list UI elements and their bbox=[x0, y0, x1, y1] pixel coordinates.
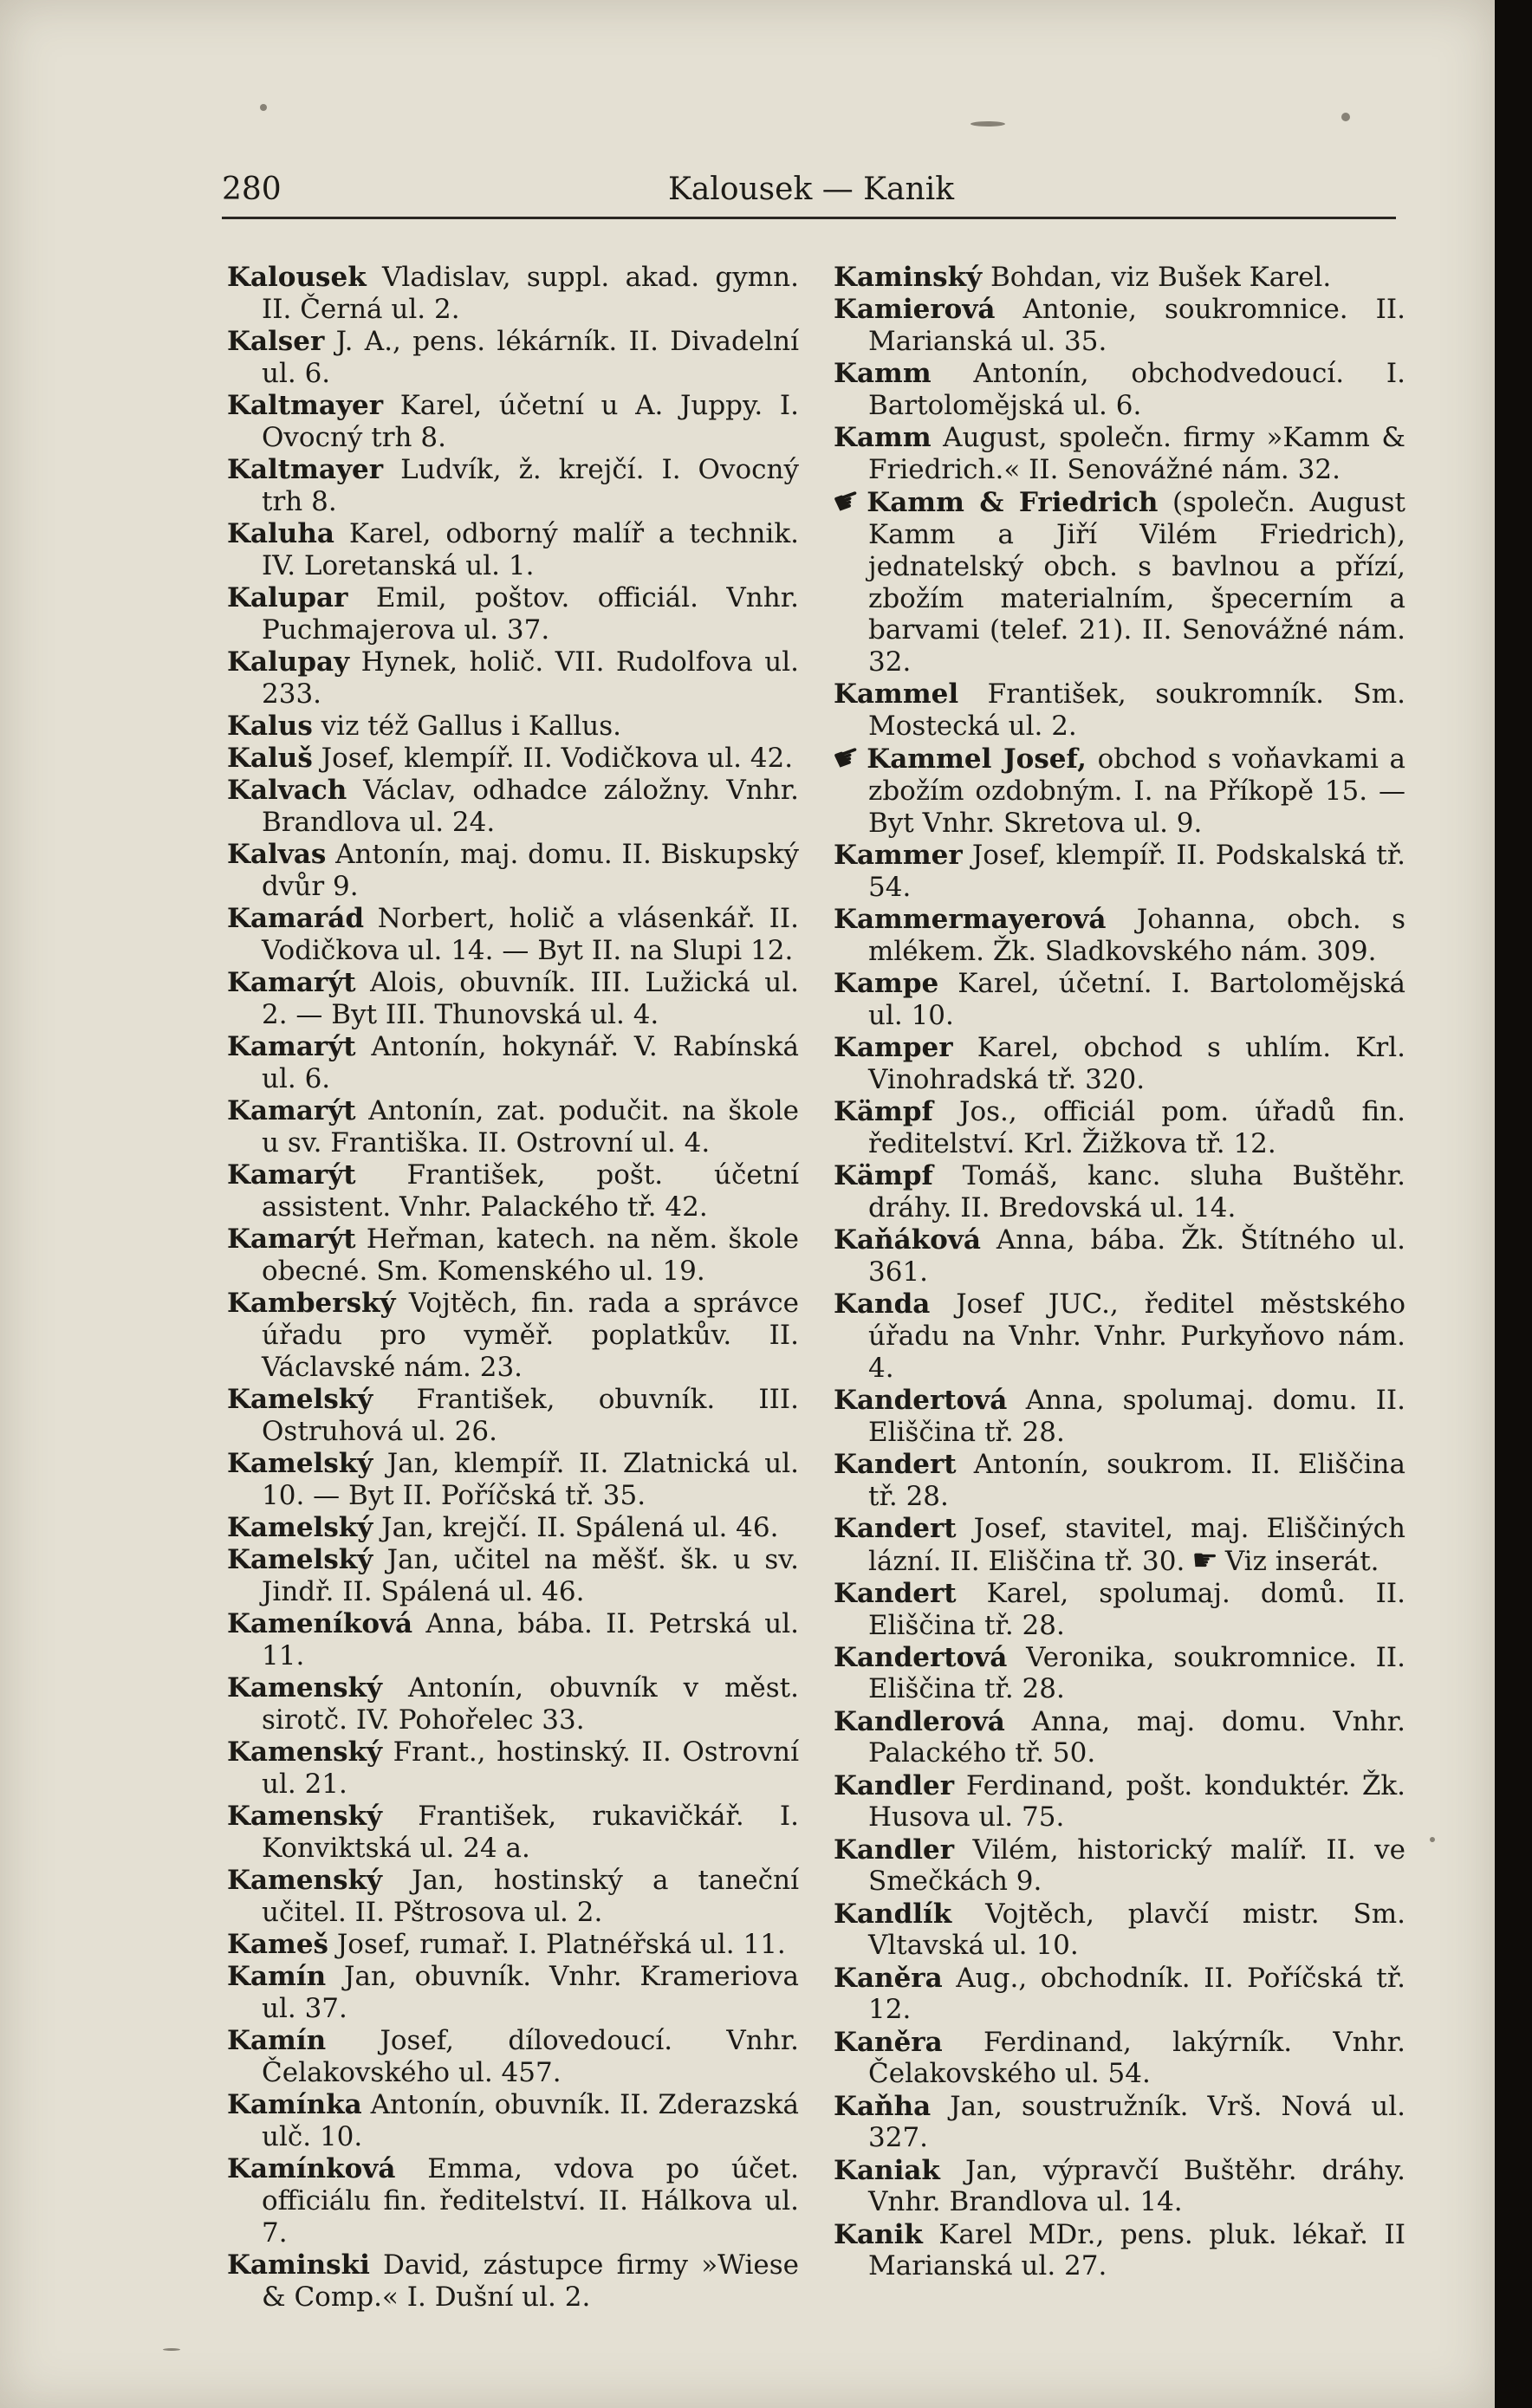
entry-name: Kamínková bbox=[227, 2153, 396, 2185]
entry-details: Karel, obchod s uhlím. Krl. Vinohradská tř. 320. bbox=[868, 1032, 1405, 1095]
entry-details: Karel, účetní u A. Juppy. I. Ovocný trh 8. bbox=[262, 389, 799, 453]
entry-details: Antonín, zat. podučit. na škole u sv. Františka. II. Ostrovní ul. 4. bbox=[262, 1095, 799, 1159]
entry-details: František, obuvník. III. Ostruhová ul. 26. bbox=[262, 1383, 799, 1447]
directory-entry bbox=[227, 1384, 799, 1448]
entry-details: Anna, bába. Žk. Štítného ul. 361. bbox=[868, 1223, 1405, 1288]
entry-name: Kamm & Friedrich bbox=[867, 487, 1159, 519]
entry-name: Kaltmayer bbox=[227, 389, 384, 421]
directory-entry bbox=[834, 294, 1405, 358]
entry-details: Vojtěch, fin. rada a správce úřadu pro vyměř. poplatkův. II. Václavské nám. 23. bbox=[262, 1288, 799, 1383]
entry-name: Kamberský bbox=[227, 1288, 396, 1320]
entry-name: Kandertová bbox=[834, 1641, 1008, 1673]
entry-details: Anna, bába. II. Petrská ul. 11. bbox=[262, 1608, 799, 1671]
entry-name: Kamelský bbox=[227, 1383, 373, 1415]
directory-entry bbox=[834, 1385, 1405, 1449]
entry-details: Alois, obuvník. III. Lužická ul. 2. — Byt III. Thunovská ul. 4. bbox=[262, 967, 799, 1031]
entry-details: Aug., obchodník. II. Poříčská tř. 12. bbox=[868, 1962, 1405, 2026]
directory-entry bbox=[227, 1608, 799, 1672]
entry-name: Kalvach bbox=[227, 775, 347, 807]
directory-entry bbox=[828, 737, 1405, 839]
entry-details: Josef, rumař. I. Platnéřská ul. 11. bbox=[328, 1928, 786, 1960]
entry-details: Bohdan, viz Bušek Karel. bbox=[982, 262, 1332, 293]
entry-details: Heřman, katech. na něm. škole obecné. Sm. Komenského ul. 19. bbox=[262, 1223, 799, 1287]
entry-details: Ludvík, ž. krejčí. I. Ovocný trh 8. bbox=[262, 453, 799, 517]
entry-name: Kalousek bbox=[227, 262, 367, 293]
entry-details: Anna, maj. domu. Vnhr. Palackého tř. 50. bbox=[868, 1705, 1405, 1769]
directory-entry bbox=[227, 1223, 799, 1288]
right-column bbox=[828, 262, 1405, 2283]
directory-entry bbox=[227, 1961, 799, 2025]
directory-entry bbox=[834, 1449, 1405, 1513]
entry-name: Kaltmayer bbox=[227, 453, 384, 485]
entry-details: Jan, klempíř. II. Zlatnická ul. 10. — Byt II. Poříčská tř. 35. bbox=[262, 1447, 799, 1511]
print-speck bbox=[163, 2348, 180, 2351]
entry-name: Kaněra bbox=[834, 1962, 943, 1994]
entry-name: Kandler bbox=[834, 1834, 955, 1866]
entry-details: Veronika, soukromnice. II. Eliščina tř. 28. bbox=[868, 1641, 1405, 1705]
entry-name: Kammermayerová bbox=[834, 904, 1107, 936]
directory-entry bbox=[834, 1224, 1405, 1288]
entry-name: Kaluha bbox=[227, 517, 334, 549]
entry-name: Kandlík bbox=[834, 1898, 952, 1930]
entry-details: Anna, spolumaj. domu. II. Eliščina tř. 28. bbox=[868, 1384, 1405, 1448]
page-header bbox=[222, 172, 1400, 215]
entry-name: Kamín bbox=[227, 1961, 327, 1993]
directory-entry bbox=[227, 711, 799, 743]
entry-details: František, pošt. účetní assistent. Vnhr. Palackého tř. 42. bbox=[262, 1159, 799, 1223]
entry-details: Ferdinand, lakýrník. Vnhr. Čelakovského ul. 54. bbox=[868, 2026, 1405, 2090]
entry-name: Kämpf bbox=[834, 1160, 933, 1191]
directory-entry bbox=[227, 839, 799, 903]
entry-name: Kanda bbox=[834, 1288, 931, 1320]
entry-name: Kamenský bbox=[227, 1801, 383, 1833]
directory-entry bbox=[227, 1801, 799, 1865]
directory-entry bbox=[227, 1288, 799, 1383]
directory-entry bbox=[834, 422, 1405, 486]
entry-name: Kamarýt bbox=[227, 1095, 356, 1127]
entry-details: Antonín, maj. domu. II. Biskupský dvůr 9. bbox=[262, 839, 799, 903]
directory-entry bbox=[227, 2089, 799, 2153]
entry-details: David, zástupce firmy »Wiese & Comp.« I. Dušní ul. 2. bbox=[262, 2249, 799, 2313]
directory-entry bbox=[834, 1834, 1405, 1898]
entry-name: Kamarýt bbox=[227, 1031, 356, 1063]
entry-name: Kaniak bbox=[834, 2154, 940, 2186]
entry-name: Kandlerová bbox=[834, 1705, 1005, 1737]
entry-details: Karel, účetní. I. Bartolomějská ul. 10. bbox=[868, 968, 1405, 1031]
directory-entry bbox=[227, 1512, 799, 1544]
directory-entry bbox=[227, 743, 799, 775]
directory-entry bbox=[834, 262, 1405, 294]
entry-name: Kamelský bbox=[227, 1544, 373, 1576]
directory-entry bbox=[227, 775, 799, 839]
entry-details: Josef, stavitel, maj. Eliščiných lázní. II. Eliščina tř. 30. bbox=[868, 1512, 1405, 1577]
entry-details: obchod s voňavkami a zbožím ozdobným. I. na Příkopě 15. — Byt Vnhr. Skretova ul. 9. bbox=[868, 743, 1405, 839]
entry-name: Kaminský bbox=[834, 262, 983, 293]
entry-name: Kandert bbox=[834, 1577, 957, 1609]
entry-details: Karel, odborný malíř a technik. IV. Loretanská ul. 1. bbox=[262, 517, 799, 581]
directory-entry bbox=[834, 904, 1405, 968]
entry-name: Kämpf bbox=[834, 1096, 933, 1128]
entry-name: Kamelský bbox=[227, 1511, 373, 1543]
entry-name: Kamierová bbox=[834, 294, 996, 326]
directory-entry bbox=[834, 968, 1405, 1032]
entry-details: Hynek, holič. VII. Rudolfova ul. 233. bbox=[262, 646, 799, 710]
entry-details: Antonín, hokynář. V. Rabínská ul. 6. bbox=[262, 1031, 799, 1094]
entry-details: Antonie, soukromnice. II. Marianská ul. 35. bbox=[868, 294, 1405, 357]
entry-details: Vladislav, suppl. akad. gymn. II. Černá ul. 2. bbox=[262, 262, 799, 325]
entry-name: Kamelský bbox=[227, 1447, 373, 1479]
entry-name: Kalvas bbox=[227, 839, 327, 871]
entry-reference: Viz inserát. bbox=[1224, 1545, 1379, 1577]
entry-name: Kalus bbox=[227, 710, 313, 742]
entry-name: Kameš bbox=[227, 1928, 329, 1960]
entry-name: Kaňha bbox=[834, 2090, 932, 2122]
entry-details: Tomáš, kanc. sluha Buštěhr. dráhy. II. Bredovská ul. 14. bbox=[868, 1160, 1405, 1223]
entry-details: Antonín, obuvník v měst. sirotč. IV. Pohořelec 33. bbox=[262, 1672, 799, 1736]
directory-entry bbox=[227, 1865, 799, 1929]
print-speck bbox=[970, 121, 1005, 127]
directory-entry bbox=[834, 678, 1405, 743]
directory-entry bbox=[834, 1770, 1405, 1834]
entry-details: Karel MDr., pens. pluk. lékař. II Marianská ul. 27. bbox=[868, 2218, 1405, 2282]
directory-entry bbox=[227, 1672, 799, 1736]
entry-name: Kamm bbox=[834, 358, 932, 390]
directory-entry bbox=[834, 1578, 1405, 1642]
entry-name: Kamín bbox=[227, 2025, 327, 2057]
entry-details: Vojtěch, plavčí mistr. Sm. Vltavská ul. 10. bbox=[868, 1898, 1405, 1962]
directory-entry bbox=[227, 518, 799, 582]
entry-details: Josef, klempíř. II. Vodičkova ul. 42. bbox=[312, 743, 794, 775]
pointing-hand-icon: ☛ bbox=[828, 479, 867, 523]
entry-details: Emil, poštov. officiál. Vnhr. Puchmajerova ul. 37. bbox=[262, 581, 799, 646]
directory-entry bbox=[227, 903, 799, 967]
pointing-hand-icon: ☛ bbox=[1191, 1542, 1218, 1578]
entry-name: Kamper bbox=[834, 1032, 953, 1064]
entry-details: Jan, učitel na měšť. šk. u sv. Jindř. II. Spálená ul. 46. bbox=[262, 1544, 799, 1607]
entry-details: Jan, obuvník. Vnhr. Krameriova ul. 37. bbox=[262, 1961, 799, 2024]
directory-entry bbox=[834, 840, 1405, 904]
entry-name: Kandertová bbox=[834, 1384, 1008, 1416]
directory-entry bbox=[227, 967, 799, 1031]
directory-entry bbox=[834, 2091, 1405, 2155]
entry-name: Kalupay bbox=[227, 646, 350, 678]
directory-entry bbox=[227, 646, 799, 711]
directory-entry bbox=[227, 2153, 799, 2249]
header-rule bbox=[222, 217, 1396, 219]
entry-name: Kamenský bbox=[227, 1672, 383, 1704]
directory-entry bbox=[834, 1032, 1405, 1096]
directory-entry bbox=[834, 2155, 1405, 2219]
directory-entry bbox=[834, 1160, 1405, 1224]
entry-name: Kalupar bbox=[227, 581, 348, 613]
entry-details: Jan, hostinský a taneční učitel. II. Pštrosova ul. 2. bbox=[262, 1865, 799, 1928]
directory-entry bbox=[227, 1031, 799, 1095]
directory-entry bbox=[834, 1288, 1405, 1384]
entry-details: František, soukromník. Sm. Mostecká ul. 2. bbox=[868, 678, 1405, 743]
directory-entry bbox=[834, 1642, 1405, 1706]
directory-entry bbox=[834, 1513, 1405, 1578]
entry-name: Kamarýt bbox=[227, 1159, 356, 1191]
entry-details: Antonín, obchodvedoucí. I. Bartolomějská ul. 6. bbox=[868, 358, 1405, 421]
directory-entry bbox=[227, 1929, 799, 1961]
entry-details: Antonín, obuvník. II. Zderazská ulč. 10. bbox=[262, 2089, 799, 2152]
entry-name: Kamenský bbox=[227, 1865, 383, 1896]
directory-entry bbox=[227, 390, 799, 454]
directory-entry bbox=[227, 1736, 799, 1801]
directory-entry bbox=[834, 358, 1405, 422]
entry-name: Kamínka bbox=[227, 2089, 362, 2121]
entry-name: Kampe bbox=[834, 968, 939, 1000]
book-spine-shadow bbox=[1495, 0, 1532, 2408]
entry-name: Kamarýt bbox=[227, 967, 356, 999]
entry-details: August, společn. firmy »Kamm & Friedrich.« II. Senovážné nám. 32. bbox=[868, 422, 1405, 485]
entry-details: Jan, soustružník. Vrš. Nová ul. 327. bbox=[868, 2090, 1405, 2154]
directory-entry bbox=[227, 582, 799, 646]
entry-name: Kaminski bbox=[227, 2249, 370, 2281]
entry-name: Kandert bbox=[834, 1512, 957, 1544]
entry-details: Vilém, historický malíř. II. ve Smečkách 9. bbox=[868, 1834, 1405, 1898]
entry-details: Jan, výpravčí Buštěhr. dráhy. Vnhr. Brandlova ul. 14. bbox=[868, 2154, 1405, 2218]
entry-details: Josef, klempíř. II. Podskalská tř. 54. bbox=[868, 840, 1405, 903]
directory-entry bbox=[227, 326, 799, 390]
directory-entry bbox=[834, 1898, 1405, 1963]
directory-entry bbox=[828, 479, 1405, 678]
entry-details: Karel, spolumaj. domů. II. Eliščina tř. 28. bbox=[868, 1577, 1405, 1641]
entry-name: Kandler bbox=[834, 1769, 955, 1801]
entry-details: (společn. August Kamm a Jiří Vilém Friedrich), jednatelský obch. s bavlnou a přízí, zbožím materialním, špecerním a barvami (telef. 21). II. Senovážné nám. 32. bbox=[868, 487, 1405, 678]
entry-name: Kandert bbox=[834, 1448, 957, 1480]
directory-entry bbox=[834, 2219, 1405, 2283]
entry-details: Jos., officiál pom. úřadů fin. ředitelství. Krl. Žižkova tř. 12. bbox=[868, 1096, 1405, 1159]
entry-details: Norbert, holič a vlásenkář. II. Vodičkova ul. 14. — Byt II. na Slupi 12. bbox=[262, 903, 799, 967]
entry-name: Kamm bbox=[834, 422, 932, 454]
entry-details: J. A., pens. lékárník. II. Divadelní ul. 6. bbox=[262, 325, 799, 389]
print-speck bbox=[1341, 113, 1350, 121]
entry-name: Kaněra bbox=[834, 2026, 943, 2058]
entry-name: Kanik bbox=[834, 2218, 923, 2250]
directory-entry bbox=[227, 262, 799, 326]
entry-name: Kameníková bbox=[227, 1608, 413, 1640]
entry-details: Josef, dílovedoucí. Vnhr. Čelakovského ul. 457. bbox=[262, 2025, 799, 2088]
directory-entry bbox=[834, 2027, 1405, 2091]
entry-details: Emma, vdova po účet. officiálu fin. ředitelství. II. Hálkova ul. 7. bbox=[262, 2153, 799, 2249]
directory-entry bbox=[227, 1159, 799, 1223]
entry-name: Kammel bbox=[834, 678, 959, 711]
entry-details: František, rukavičkář. I. Konviktská ul. 24 a. bbox=[262, 1801, 799, 1864]
pointing-hand-icon: ☛ bbox=[828, 737, 867, 780]
directory-entry bbox=[227, 2249, 799, 2314]
entry-name: Kamarýt bbox=[227, 1223, 356, 1256]
directory-entry bbox=[834, 1096, 1405, 1160]
page-number: 280 bbox=[222, 172, 282, 207]
directory-entry bbox=[227, 1448, 799, 1512]
entry-name: Kamenský bbox=[227, 1736, 383, 1769]
left-column bbox=[227, 262, 799, 2314]
entry-name: Kalser bbox=[227, 325, 325, 357]
directory-entry bbox=[227, 1095, 799, 1159]
entry-details: Antonín, soukrom. II. Eliščina tř. 28. bbox=[868, 1448, 1405, 1512]
entry-name: Kaňáková bbox=[834, 1223, 981, 1256]
running-head: Kalousek — Kanik bbox=[667, 172, 955, 207]
entry-details: Josef JUC., ředitel městského úřadu na Vnhr. Vnhr. Purkyňovo nám. 4. bbox=[868, 1288, 1405, 1384]
entry-name: Kamarád bbox=[227, 903, 365, 935]
entry-name: Kaluš bbox=[227, 743, 313, 775]
entry-details: Jan, krejčí. II. Spálená ul. 46. bbox=[373, 1511, 779, 1543]
directory-entry bbox=[834, 1706, 1405, 1770]
directory-entry bbox=[227, 2025, 799, 2089]
directory-entry bbox=[227, 1544, 799, 1608]
entry-name: Kammel Josef, bbox=[867, 743, 1087, 776]
directory-entry bbox=[834, 1963, 1405, 2027]
entry-details: Johanna, obch. s mlékem. Žk. Sladkovského nám. 309. bbox=[868, 904, 1405, 967]
print-speck bbox=[260, 104, 267, 111]
entry-name: Kammer bbox=[834, 840, 963, 872]
entry-details: viz též Gallus i Kallus. bbox=[312, 710, 622, 742]
directory-entry bbox=[227, 454, 799, 518]
entry-details: Frant., hostinský. II. Ostrovní ul. 21. bbox=[262, 1736, 799, 1800]
entry-details: Václav, odhadce záložny. Vnhr. Brandlova ul. 24. bbox=[262, 775, 799, 839]
entry-details: Ferdinand, pošt. konduktér. Žk. Husova ul. 75. bbox=[868, 1769, 1405, 1834]
print-speck bbox=[1430, 1837, 1435, 1842]
